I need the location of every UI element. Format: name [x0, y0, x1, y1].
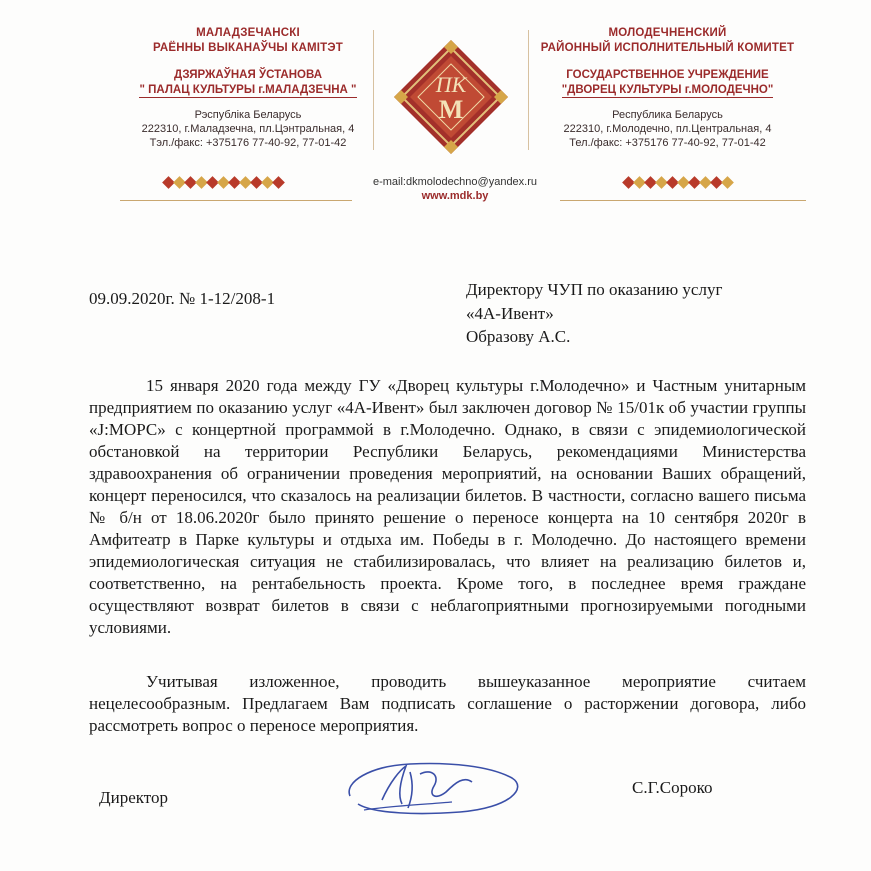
- letterhead-right: [525, 26, 810, 150]
- body-paragraph-1: 15 января 2020 года между ГУ «Дворец культуры г.Молодечно» и Частным унитарным предприятием по оказанию услуг «4А-Ивент» был заключен договор № 15/01к об участии группы «J:МОРС» с концертной программой в г.Молодечно. Однако, в связи с эпидемиологической обстановкой на территории Республики Беларусь, рекомендациями Министерства здравоохранения об ограничении проведения мероприятий, на основании Ваших обращений, концерт переносился, что сказалось на реализации билетов. В частности, согласно вашего письма № б/н от 18.06.2020г было принято решение о переносе концерта на 10 сентября 2020г в Амфитеатр в Парке культуры и отдыха им. Победы в г. Молодечно. До настоящего времени эпидемиологическая ситуация не стабилизировалась, что влияет на реализацию билетов и, соответственно, на рентабельность проекта. Кроме того, в последнее время граждане осуществляют возврат билетов в связи с неблагоприятными прогнозируемыми погодными условиями.: [89, 376, 806, 637]
- right-address: 222310, г.Молодечно, пл.Центральная, 4: [563, 123, 772, 135]
- palace-logo: [392, 38, 510, 156]
- signer-name: С.Г.Сороко: [632, 778, 713, 797]
- left-address: 222310, г.Маладзечна, пл.Цэнтральная, 4: [141, 123, 355, 135]
- left-ornament: [164, 178, 285, 187]
- addressee-line: Образову А.С.: [466, 327, 571, 346]
- website-text: www.mdk.by: [421, 190, 489, 202]
- right-committee-line2: РАЙОННЫЙ ИСПОЛНИТЕЛЬНЫЙ КОМИТЕТ: [540, 42, 795, 54]
- body-paragraph-2: Учитывая изложенное, проводить вышеуказанное мероприятие считаем нецелесообразным. Предлагаем Вам подписать соглашение о расторжении договора, либо рассмотреть вопрос о переносе мероприятия.: [89, 672, 806, 735]
- signer-role: Директор: [99, 788, 168, 807]
- right-committee-line1: МОЛОДЕЧНЕНСКИЙ: [608, 27, 727, 39]
- handwritten-signature: [340, 752, 530, 820]
- svg-text:ПК: ПК: [435, 72, 467, 97]
- left-committee-line2: РАЁННЫ ВЫКАНАЎЧЫ КАМІТЭТ: [152, 42, 344, 54]
- right-phone: Тел./факс: +375176 77-40-92, 77-01-42: [569, 137, 766, 149]
- header-separator-right: [528, 30, 529, 150]
- right-country: Республика Беларусь: [612, 109, 723, 121]
- svg-text:М: М: [438, 95, 464, 124]
- addressee-block: [466, 278, 722, 349]
- registration-number: 09.09.2020г. № 1-12/208-1: [89, 289, 276, 308]
- left-institution-line1: ДЗЯРЖАЎНАЯ ЎСТАНОВА: [173, 69, 323, 81]
- header-rule-left: [120, 200, 352, 201]
- left-committee-line1: МАЛАДЗЕЧАНСКІ: [196, 27, 300, 39]
- contact-block: [355, 176, 555, 202]
- addressee-line: «4А-Ивент»: [466, 303, 554, 323]
- header-separator-left: [373, 30, 374, 150]
- addressee-line: Директору ЧУП по оказанию услуг: [466, 280, 723, 299]
- left-phone: Тэл./факс: +375176 77-40-92, 77-01-42: [149, 137, 347, 149]
- left-country: Рэспубліка Беларусь: [194, 109, 302, 121]
- letterhead-left: [118, 26, 378, 150]
- left-institution-line2: " ПАЛАЦ КУЛЬТУРЫ г.МАЛАДЗЕЧНА ": [139, 84, 357, 96]
- right-institution-line1: ГОСУДАРСТВЕННОЕ УЧРЕЖДЕНИЕ: [566, 69, 769, 81]
- right-ornament: [624, 178, 734, 187]
- right-institution-line2: "ДВОРЕЦ КУЛЬТУРЫ г.МОЛОДЕЧНО": [561, 84, 774, 96]
- email-text: e-mail:dkmolodechno@yandex.ru: [372, 176, 538, 188]
- header-rule-right: [560, 200, 806, 201]
